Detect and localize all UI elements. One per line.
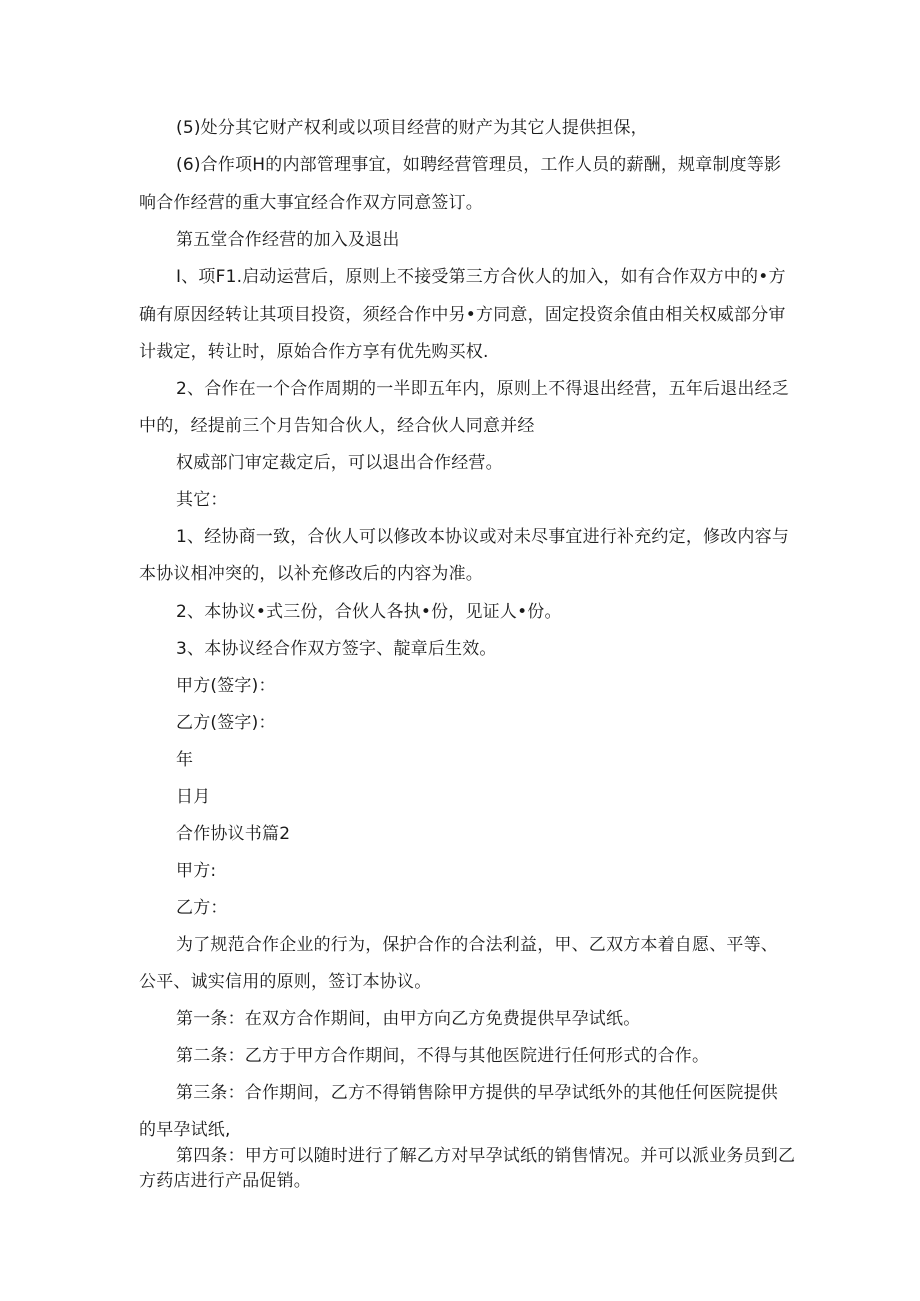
- date-day-month-label: 日月: [176, 787, 211, 807]
- signature-party-a: 甲方(签字)：: [176, 676, 276, 696]
- article-line: 第三条：合作期间，乙方不得销售除甲方提供的早孕试纸外的其他任何医院提供: [176, 1083, 778, 1103]
- article-line: 第四条：甲方可以随时进行了解乙方对早孕试纸的销售情况。并可以派业务员到乙: [176, 1146, 796, 1166]
- paragraph-line: 的早孕试纸,: [139, 1120, 231, 1140]
- party-b-label: 乙方：: [176, 898, 228, 918]
- paragraph-line: (6)合作项H的内部管理事宜，如聘经营管理员，工作人员的薪酬，规章制度等影: [176, 155, 782, 175]
- date-year-label: 年: [176, 750, 194, 770]
- section-heading: 第五堂合作经营的加入及退出: [176, 230, 400, 250]
- paragraph-line: 响合作经营的重大事宜经合作双方同意签订。: [139, 193, 483, 213]
- article-line: 第二条：乙方于甲方合作期间，不得与其他医院进行任何形式的合作。: [176, 1046, 710, 1066]
- paragraph-line: 2、合作在一个合作周期的一半即五年内，原则上不得退出经营，五年后退出经乏: [176, 379, 790, 399]
- paragraph-line: 为了规范合作企业的行为，保护合作的合法利益，甲、乙双方本着自愿、平等、: [176, 935, 778, 955]
- paragraph-line: 中的，经提前三个月告知合伙人，经合伙人同意并经: [139, 416, 535, 436]
- paragraph-line: 计裁定，转让时，原始合作方享有优先购买权.: [139, 342, 489, 362]
- paragraph-line: 3、本协议经合作双方签字、靛章后生效。: [176, 639, 497, 659]
- signature-party-b: 乙方(签字)：: [176, 713, 276, 733]
- paragraph-line: 权威部门审定裁定后，可以退出合作经营。: [176, 453, 503, 473]
- paragraph-line: 公平、诚实信用的原则，签订本协议。: [139, 972, 432, 992]
- section-heading: 合作协议书篇2: [176, 824, 291, 844]
- paragraph-line: 1、经协商一致，合伙人可以修改本协议或对未尽事宜进行补充约定，修改内容与: [176, 527, 790, 547]
- section-heading: 其它：: [176, 490, 228, 510]
- party-a-label: 甲方:: [176, 861, 217, 881]
- paragraph-line: 2、本协议•式三份，合伙人各执•份，见证人•份。: [176, 602, 562, 622]
- paragraph-line: 方药店进行产品促销。: [139, 1171, 311, 1191]
- paragraph-line: (5)处分其它财产权利或以项目经营的财产为其它人提供担保，: [176, 118, 648, 138]
- paragraph-line: I、项F1.启动运营后，原则上不接受第三方合伙人的加入，如有合作双方中的•方: [176, 267, 786, 287]
- article-line: 第一条：在双方合作期间，由甲方向乙方免费提供早孕试纸。: [176, 1009, 641, 1029]
- paragraph-line: 确有原因经转让其项目投资，须经合作中另•方同意，固定投资余值由相关权威部分审: [139, 305, 786, 325]
- paragraph-line: 本协议相冲突的，以补充修改后的内容为准。: [139, 564, 483, 584]
